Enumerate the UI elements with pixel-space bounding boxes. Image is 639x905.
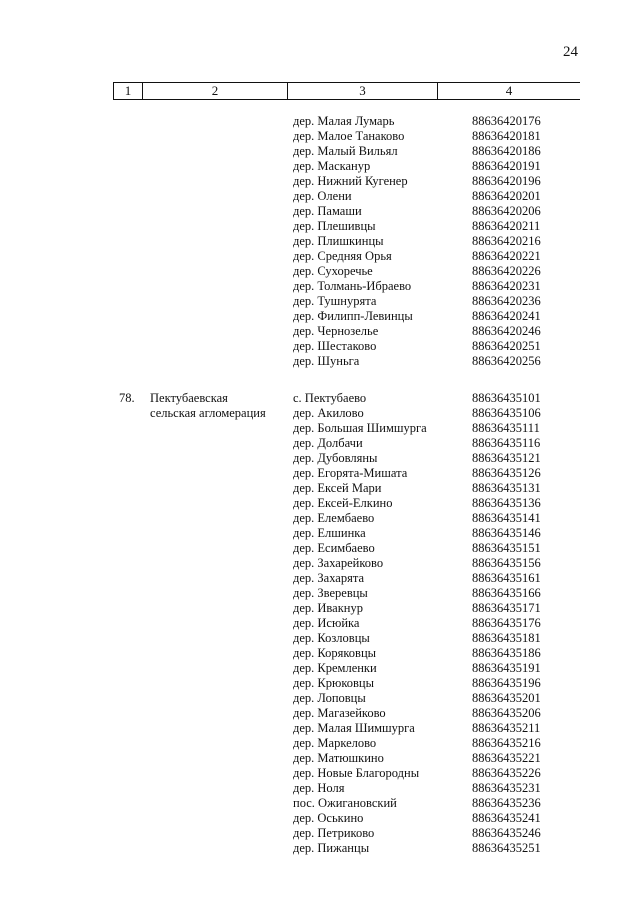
table-row — [0, 279, 639, 294]
table-row — [0, 354, 639, 369]
settlement-name: дер. Лоповцы — [293, 691, 366, 705]
settlement-name: пос. Ожигановский — [293, 796, 397, 810]
table-row — [0, 466, 639, 481]
settlement-name: дер. Зверевцы — [293, 586, 368, 600]
table-row — [0, 129, 639, 144]
oktmo-code: 88636435246 — [472, 826, 541, 840]
table-row — [0, 189, 639, 204]
column-header-2: 2 — [143, 83, 288, 99]
table-row — [0, 616, 639, 631]
settlement-name: дер. Тушнурята — [293, 294, 377, 308]
table-row — [0, 391, 639, 406]
oktmo-code: 88636420196 — [472, 174, 541, 188]
agglomeration-group — [0, 391, 639, 856]
oktmo-code: 88636420181 — [472, 129, 541, 143]
group-rows — [0, 391, 639, 856]
table-row — [0, 421, 639, 436]
table-row — [0, 436, 639, 451]
oktmo-code: 88636435111 — [472, 421, 540, 435]
oktmo-code: 88636435201 — [472, 691, 541, 705]
oktmo-code: 88636420256 — [472, 354, 541, 368]
table-row — [0, 234, 639, 249]
continued-rows — [0, 114, 639, 369]
table-row — [0, 556, 639, 571]
table-row — [0, 204, 639, 219]
oktmo-code: 88636420221 — [472, 249, 541, 263]
settlement-name: дер. Долбачи — [293, 436, 363, 450]
settlement-name: дер. Елембаево — [293, 511, 375, 525]
table-row — [0, 601, 639, 616]
oktmo-code: 88636435191 — [472, 661, 541, 675]
table-row — [0, 526, 639, 541]
table-row — [0, 339, 639, 354]
settlement-name: дер. Исюйка — [293, 616, 360, 630]
oktmo-code: 88636435151 — [472, 541, 541, 555]
settlement-name: дер. Дубовляны — [293, 451, 378, 465]
group-number: 78. — [119, 391, 135, 405]
table-row — [0, 766, 639, 781]
table-row — [0, 541, 639, 556]
settlement-name: дер. Есимбаево — [293, 541, 375, 555]
settlement-name: дер. Малый Вильял — [293, 144, 398, 158]
table-row — [0, 736, 639, 751]
table-row — [0, 159, 639, 174]
table-row — [0, 294, 639, 309]
oktmo-code: 88636435231 — [472, 781, 541, 795]
oktmo-code: 88636420226 — [472, 264, 541, 278]
table-row — [0, 324, 639, 339]
table-row — [0, 691, 639, 706]
settlement-name: дер. Масканур — [293, 159, 371, 173]
oktmo-code: 88636435241 — [472, 811, 541, 825]
settlement-name: дер. Петриково — [293, 826, 375, 840]
table-row — [0, 646, 639, 661]
table-row — [0, 511, 639, 526]
oktmo-code: 88636435236 — [472, 796, 541, 810]
table-row — [0, 144, 639, 159]
table-row — [0, 496, 639, 511]
table-row — [0, 249, 639, 264]
oktmo-code: 88636435126 — [472, 466, 541, 480]
oktmo-code: 88636435136 — [472, 496, 541, 510]
settlement-name: дер. Олени — [293, 189, 352, 203]
settlement-name: дер. Маркелово — [293, 736, 377, 750]
oktmo-code: 88636420231 — [472, 279, 541, 293]
group-gap — [0, 369, 639, 391]
oktmo-code: 88636435106 — [472, 406, 541, 420]
settlement-name: дер. Плешивцы — [293, 219, 376, 233]
table-row — [0, 721, 639, 736]
settlement-name: дер. Филипп-Левинцы — [293, 309, 413, 323]
oktmo-code: 88636420206 — [472, 204, 541, 218]
oktmo-code: 88636435221 — [472, 751, 541, 765]
table-row — [0, 451, 639, 466]
settlement-name: дер. Плишкинцы — [293, 234, 384, 248]
oktmo-code: 88636435116 — [472, 436, 541, 450]
oktmo-code: 88636435196 — [472, 676, 541, 690]
table-column-header — [113, 82, 580, 100]
group-name-line1: Пектубаевская — [150, 391, 228, 405]
table-row — [0, 114, 639, 129]
oktmo-code: 88636420216 — [472, 234, 541, 248]
settlement-name: дер. Малая Лумарь — [293, 114, 395, 128]
table-body — [0, 114, 639, 856]
table-row — [0, 706, 639, 721]
column-header-1: 1 — [114, 83, 143, 99]
settlement-name: дер. Ивакнур — [293, 601, 363, 615]
oktmo-code: 88636435226 — [472, 766, 541, 780]
settlement-name: дер. Ноля — [293, 781, 345, 795]
settlement-name: дер. Захарята — [293, 571, 365, 585]
settlement-name: дер. Шуньга — [293, 354, 360, 368]
table-row — [0, 309, 639, 324]
table-row — [0, 481, 639, 496]
oktmo-code: 88636420201 — [472, 189, 541, 203]
oktmo-code: 88636420211 — [472, 219, 541, 233]
oktmo-code: 88636420251 — [472, 339, 541, 353]
settlement-name: дер. Толмань-Ибраево — [293, 279, 412, 293]
settlement-name: дер. Памаши — [293, 204, 362, 218]
settlement-name: дер. Сухоречье — [293, 264, 373, 278]
settlement-name: дер. Оськино — [293, 811, 364, 825]
oktmo-code: 88636435216 — [472, 736, 541, 750]
settlement-name: дер. Новые Благородны — [293, 766, 420, 780]
oktmo-code: 88636435186 — [472, 646, 541, 660]
table-row — [0, 631, 639, 646]
table-row — [0, 811, 639, 826]
settlement-name: дер. Матюшкино — [293, 751, 384, 765]
settlement-name: дер. Малая Шимшурга — [293, 721, 415, 735]
settlement-name: дер. Малое Танаково — [293, 129, 405, 143]
oktmo-code: 88636435141 — [472, 511, 541, 525]
oktmo-code: 88636435166 — [472, 586, 541, 600]
table-row — [0, 174, 639, 189]
settlement-name: с. Пектубаево — [293, 391, 367, 405]
oktmo-code: 88636420186 — [472, 144, 541, 158]
oktmo-code: 88636435101 — [472, 391, 541, 405]
settlement-name: дер. Егорята-Мишата — [293, 466, 408, 480]
settlement-name: дер. Средняя Орья — [293, 249, 392, 263]
group-name-line2: сельская агломерация — [150, 406, 266, 420]
page-number: 24 — [563, 44, 578, 60]
settlement-name: дер. Кремленки — [293, 661, 377, 675]
column-header-3: 3 — [288, 83, 438, 99]
table-row — [0, 219, 639, 234]
oktmo-code: 88636420176 — [472, 114, 541, 128]
settlement-name: дер. Чернозелье — [293, 324, 379, 338]
oktmo-code: 88636435171 — [472, 601, 541, 615]
settlement-name: дер. Пижанцы — [293, 841, 370, 855]
settlement-name: дер. Коряковцы — [293, 646, 377, 660]
settlement-name: дер. Крюковцы — [293, 676, 375, 690]
table-row — [0, 841, 639, 856]
settlement-name: дер. Елшинка — [293, 526, 366, 540]
table-row — [0, 796, 639, 811]
oktmo-code: 88636420246 — [472, 324, 541, 338]
settlement-name: дер. Ексей-Елкино — [293, 496, 393, 510]
settlement-name: дер. Ексей Мари — [293, 481, 382, 495]
settlement-name: дер. Большая Шимшурга — [293, 421, 427, 435]
table-row — [0, 571, 639, 586]
settlement-name: дер. Акилово — [293, 406, 364, 420]
oktmo-code: 88636435211 — [472, 721, 541, 735]
column-header-4: 4 — [505, 83, 513, 98]
settlement-name: дер. Шестаково — [293, 339, 377, 353]
table-row — [0, 406, 639, 421]
oktmo-code: 88636435156 — [472, 556, 541, 570]
table-row — [0, 676, 639, 691]
settlement-name: дер. Нижний Кугенер — [293, 174, 408, 188]
table-row — [0, 661, 639, 676]
settlement-name: дер. Магазейково — [293, 706, 386, 720]
oktmo-code: 88636435206 — [472, 706, 541, 720]
oktmo-code: 88636420191 — [472, 159, 541, 173]
oktmo-code: 88636435121 — [472, 451, 541, 465]
table-row — [0, 586, 639, 601]
table-row — [0, 826, 639, 841]
table-row — [0, 264, 639, 279]
table-row — [0, 751, 639, 766]
oktmo-code: 88636435176 — [472, 616, 541, 630]
settlement-name: дер. Захарейково — [293, 556, 384, 570]
oktmo-code: 88636435131 — [472, 481, 541, 495]
oktmo-code: 88636435146 — [472, 526, 541, 540]
settlement-name: дер. Козловцы — [293, 631, 370, 645]
oktmo-code: 88636435181 — [472, 631, 541, 645]
oktmo-code: 88636435161 — [472, 571, 541, 585]
oktmo-code: 88636420236 — [472, 294, 541, 308]
oktmo-code: 88636420241 — [472, 309, 541, 323]
oktmo-code: 88636435251 — [472, 841, 541, 855]
table-row — [0, 781, 639, 796]
